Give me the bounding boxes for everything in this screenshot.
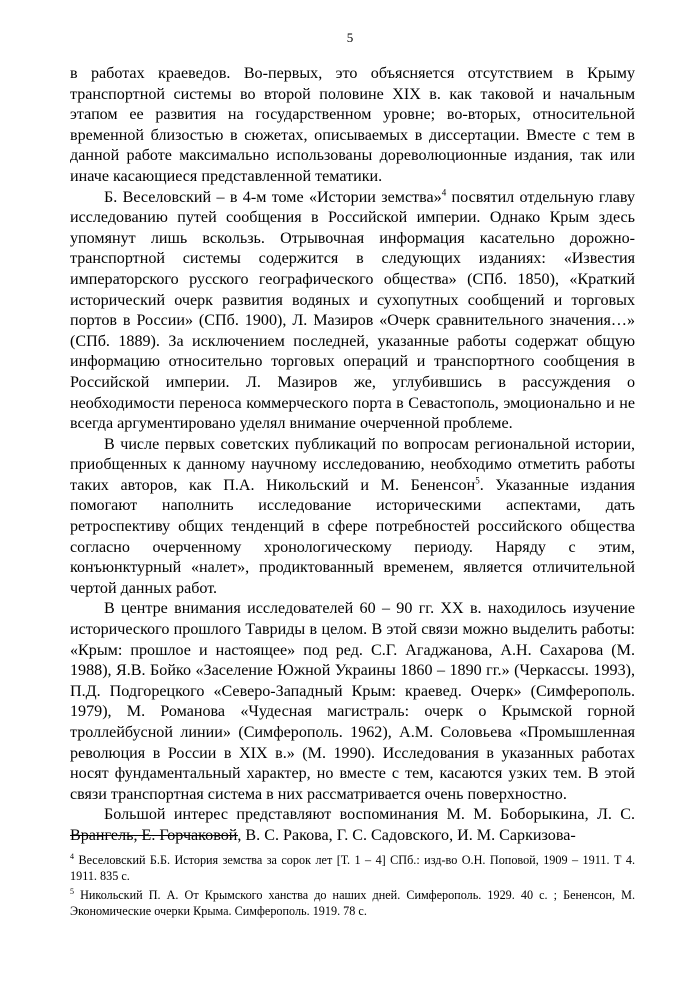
body-text <box>70 64 635 847</box>
footnote-5-text: Никольский П. А. От Крымского ханства до наших дней. Симферополь. 1929. 40 с. ; Бененсон, М. Экономические очерки Крыма. Симферополь. 1919. 78 с. <box>70 888 635 918</box>
footnote-ref-5[interactable]: 5 <box>475 475 480 486</box>
footnotes <box>70 852 635 922</box>
paragraph-3-text-start: В числе первых советских публикаций по вопросам региональной истории, приобщенных к данному научному исследованию, необходимо отметить работы таких авторов, как П.А. Никольский и М. Бененсон <box>70 435 635 494</box>
footnote-4-text: Веселовский Б.Б. История земства за сорок лет [Т. 1 – 4] СПб.: изд-во О.Н. Поповой, 1909 – 1911. Т 4. 1911. 835 с. <box>70 853 635 883</box>
paragraph-2 <box>70 188 635 435</box>
footnote-separator <box>70 835 238 836</box>
footnote-5 <box>70 887 635 919</box>
paragraph-3-text-end: . Указанные издания помогают наполнить исследование историческими аспектами, дать ретроспективу общих тенденций в сфере потребностей российского общества согласно очерченному хронологическому периоду. Наряду с этим, конъюнктурный «налет», продиктованный временем, является отличительной чертой данных работ. <box>70 476 635 597</box>
footnote-4 <box>70 852 635 884</box>
page-number: 5 <box>346 30 354 45</box>
paragraph-3 <box>70 435 635 600</box>
paragraph-1: в работах краеведов. Во-первых, это объясняется отсутствием в Крыму транспортной системы во второй половине XIX в. как таковой и начальным этапом ее развития на государственном уровне; во-вторых, относительной временной близостью в сюжетах, описываемых в диссертации. Вместе с тем в данной работе максимально использованы дореволюционные издания, так или иначе касающиеся представленной тематики. <box>70 65 635 185</box>
paragraph-2-text-end: посвятил отдельную главу исследованию путей сообщения в Российской империи. Однако Крым здесь упомянут лишь вскользь. Отрывочная информация касательно дорожно-транспортной системы содержится в следующих изданиях: «Известия императорского русского географического общества» (СПб. 1850), «Краткий исторический очерк развития водяных и сухопутных сообщений и торговых портов в России» (СПб. 1900), Л. Мазиров «Очерк сравнительного значения…» (СПб. 1889). За исключением последней, указанные работы содержат общую информацию относительно торговых операций и транспортного сообщения в Российской империи. Л. Мазиров же, углубившись в рассуждения о необходимости переноса коммерческого порта в Севастополь, эмоционально и не всегда аргументировано уделял внимание очерченной проблеме. <box>70 188 635 433</box>
paragraph-5: Большой интерес представляют воспоминания М. М. Боборыкина, Л. С. Врангель, Е. Горчаковой, В. С. Ракова, Г. С. Садовского, И. М. Саркизова- <box>70 806 635 844</box>
footnote-4-mark: 4 <box>70 851 74 861</box>
footnote-ref-4[interactable]: 4 <box>441 187 447 198</box>
footnote-5-mark: 5 <box>70 886 74 896</box>
paragraph-4: В центре внимания исследователей 60 – 90 гг. XX в. находилось изучение исторического прошлого Тавриды в целом. В этой связи можно выделить работы: «Крым: прошлое и настоящее» под ред. С.Г. Агаджанова, А.Н. Сахарова (М. 1988), Я.В. Бойко «Заселение Южной Украины 1860 – 1890 гг.» (Черкассы. 1993), П.Д. Подгорецкого «Северо-Западный Крым: краевед. Очерк» (Симферополь. 1979), М. Романова «Чудесная магистраль: очерк о Крымской горной троллейбусной линии» (Симферополь. 1962), А.М. Соловьева «Промышленная революция в России в XIX в.» (М. 1990). Исследования в указанных работах носят фундаментальный характер, но вместе с тем, касаются узких тем. В этой связи транспортная система в них рассматривается очень поверхностно. <box>70 600 635 803</box>
paragraph-2-text-start: Б. Веселовский – в 4-м томе «Истории земства» <box>104 188 442 206</box>
